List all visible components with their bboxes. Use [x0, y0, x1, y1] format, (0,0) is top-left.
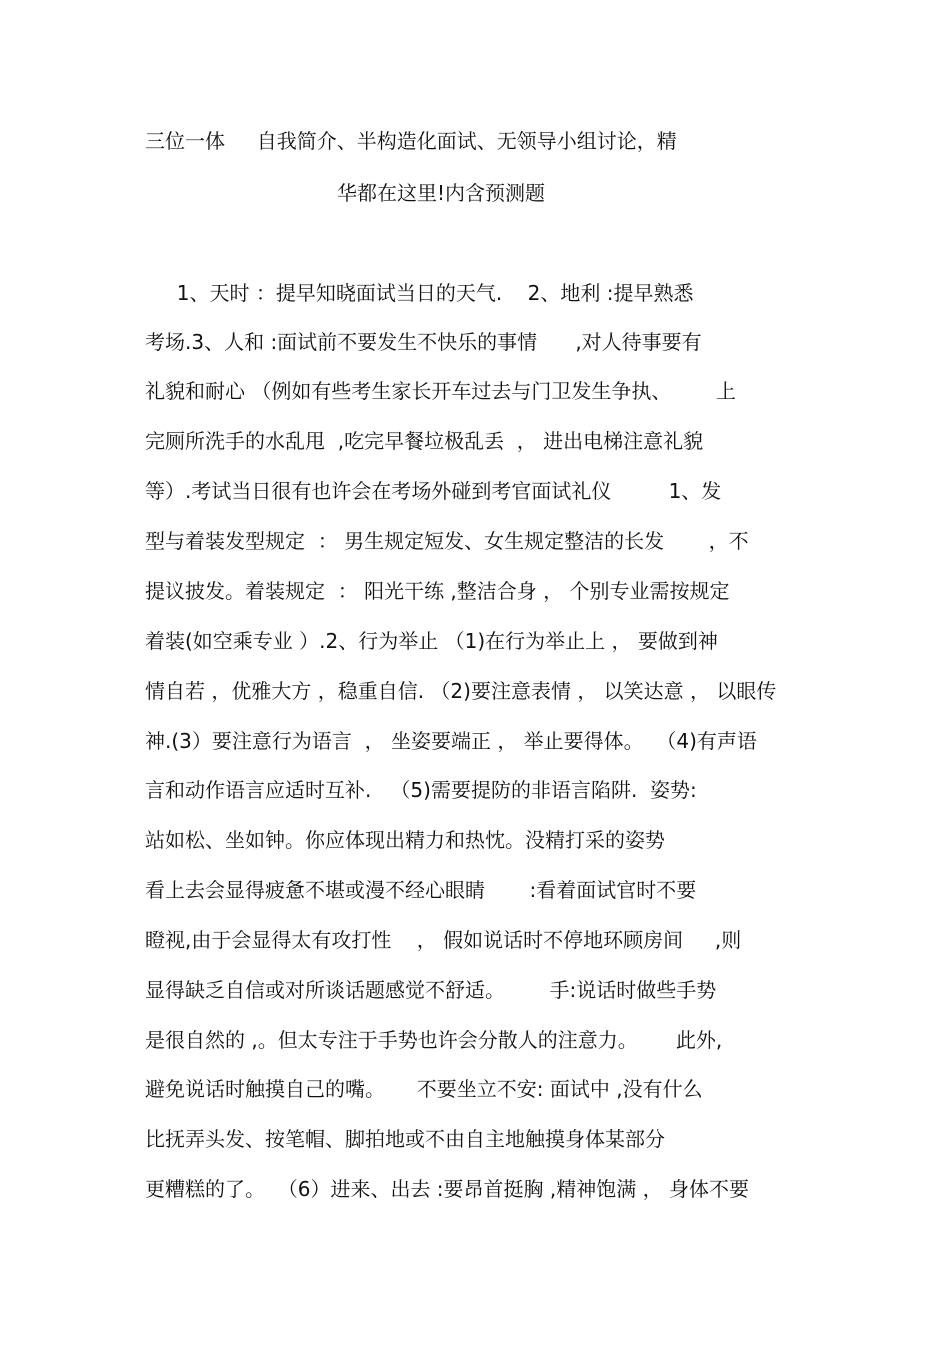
body-line: 提议披发。着装规定 ： 阳光干练 ,整洁合身 ， 个别专业需按规定 — [145, 579, 730, 603]
body-line: 等）.考试当日很有也许会在考场外碰到考官面试礼仪 1、发 — [145, 479, 722, 503]
body-line: 考场.3、人和 :面试前不要发生不快乐的事情 ,对人待事要有 — [145, 330, 702, 354]
body-line: 看上去会显得疲惫不堪或漫不经心眼睛 :看着面试官时不要 — [145, 878, 697, 902]
body-line: 型与着装发型规定 ： 男生规定短发、女生规定整洁的长发 ，不 — [145, 529, 749, 553]
body-line: 避免说话时触摸自己的嘴。 不要坐立不安: 面试中 ,没有什么 — [145, 1077, 703, 1101]
body-line: 显得缺乏自信或对所谈话题感觉不舒适。 手:说话时做些手势 — [145, 978, 717, 1002]
body-line: 着装(如空乘专业 ）.2、行为举止 （1)在行为举止上 ， 要做到神 — [145, 629, 718, 653]
title-line-2: 华都在这里!内含预测题 — [337, 181, 546, 205]
body-line: 1、天时 ：提早知晓面试当日的天气. 2、地利 :提早熟悉 — [145, 281, 694, 305]
body-line: 是很自然的 ,。但太专注于手势也许会分散人的注意力。 此外, — [145, 1028, 723, 1052]
title-line-1: 三位一体 自我简介、半构造化面试、无领导小组讨论，精 — [145, 129, 677, 153]
body-line: 礼貌和耐心 （例如有些考生家长开车过去与门卫发生争执、 上 — [145, 379, 736, 403]
body-line: 神.(3）要注意行为语言 ， 坐姿要端正 ， 举止要得体。 （4)有声语 — [145, 729, 757, 753]
body-line: 瞪视,由于会显得太有攻打性 ， 假如说话时不停地环顾房间 ,则 — [145, 928, 742, 952]
body-line: 更糟糕的了。 （6）进来、出去 :要昂首挺胸 ,精神饱满 ， 身体不要 — [145, 1177, 749, 1201]
body-line: 比抚弄头发、按笔帽、脚拍地或不由自主地触摸身体某部分 — [145, 1127, 665, 1151]
body-line: 站如松、坐如钟。你应体现出精力和热忱。没精打采的姿势 — [145, 828, 665, 852]
body-line: 完厕所洗手的水乱甩 ,吃完早餐垃极乱丢 ， 进出电梯注意礼貌 — [145, 429, 704, 453]
body-line: 言和动作语言应适时互补. （5)需要提防的非语言陷阱. 姿势: — [145, 778, 697, 802]
body-line: 情自若 ，优雅大方 ，稳重自信. （2)要注意表情 ， 以笑达意 ， 以眼传 — [145, 679, 777, 703]
